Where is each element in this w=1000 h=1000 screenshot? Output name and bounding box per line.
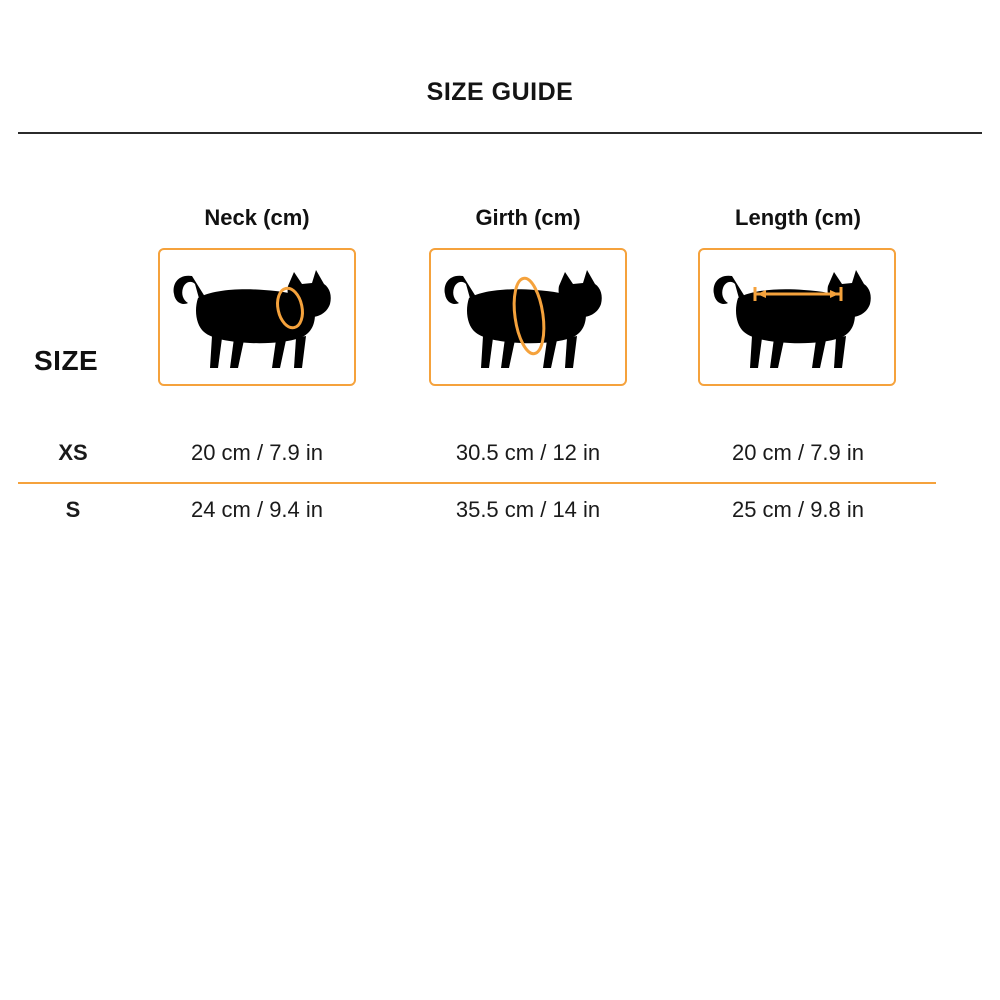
table-row [0,426,1000,483]
row-length-value: 25 cm / 9.8 in [731,497,865,522]
row-length-value: 20 cm / 7.9 in [731,440,865,465]
column-header-neck: Neck (cm) [204,205,310,230]
column-header-girth: Girth (cm) [475,205,581,230]
row-size-label: S [65,497,81,522]
row-girth-value: 35.5 cm / 14 in [455,497,601,522]
cat-neck-measurement-icon [160,250,354,384]
column-headers [0,205,1000,235]
page-title: SIZE GUIDE [426,78,574,106]
row-girth-value: 30.5 cm / 12 in [455,440,601,465]
row-neck-value: 20 cm / 7.9 in [190,440,324,465]
column-header-length: Length (cm) [735,205,861,230]
row-neck-value: 24 cm / 9.4 in [190,497,324,522]
size-table [0,426,1000,540]
cat-length-measurement-icon [700,250,894,384]
illustration-card-girth [429,248,627,386]
row-size-label: XS [58,440,88,465]
illustration-card-length [698,248,896,386]
size-column-label: SIZE [34,345,99,376]
illustration-card-neck [158,248,356,386]
cat-girth-measurement-icon [431,250,625,384]
title-divider [18,132,982,134]
table-row [0,483,1000,540]
